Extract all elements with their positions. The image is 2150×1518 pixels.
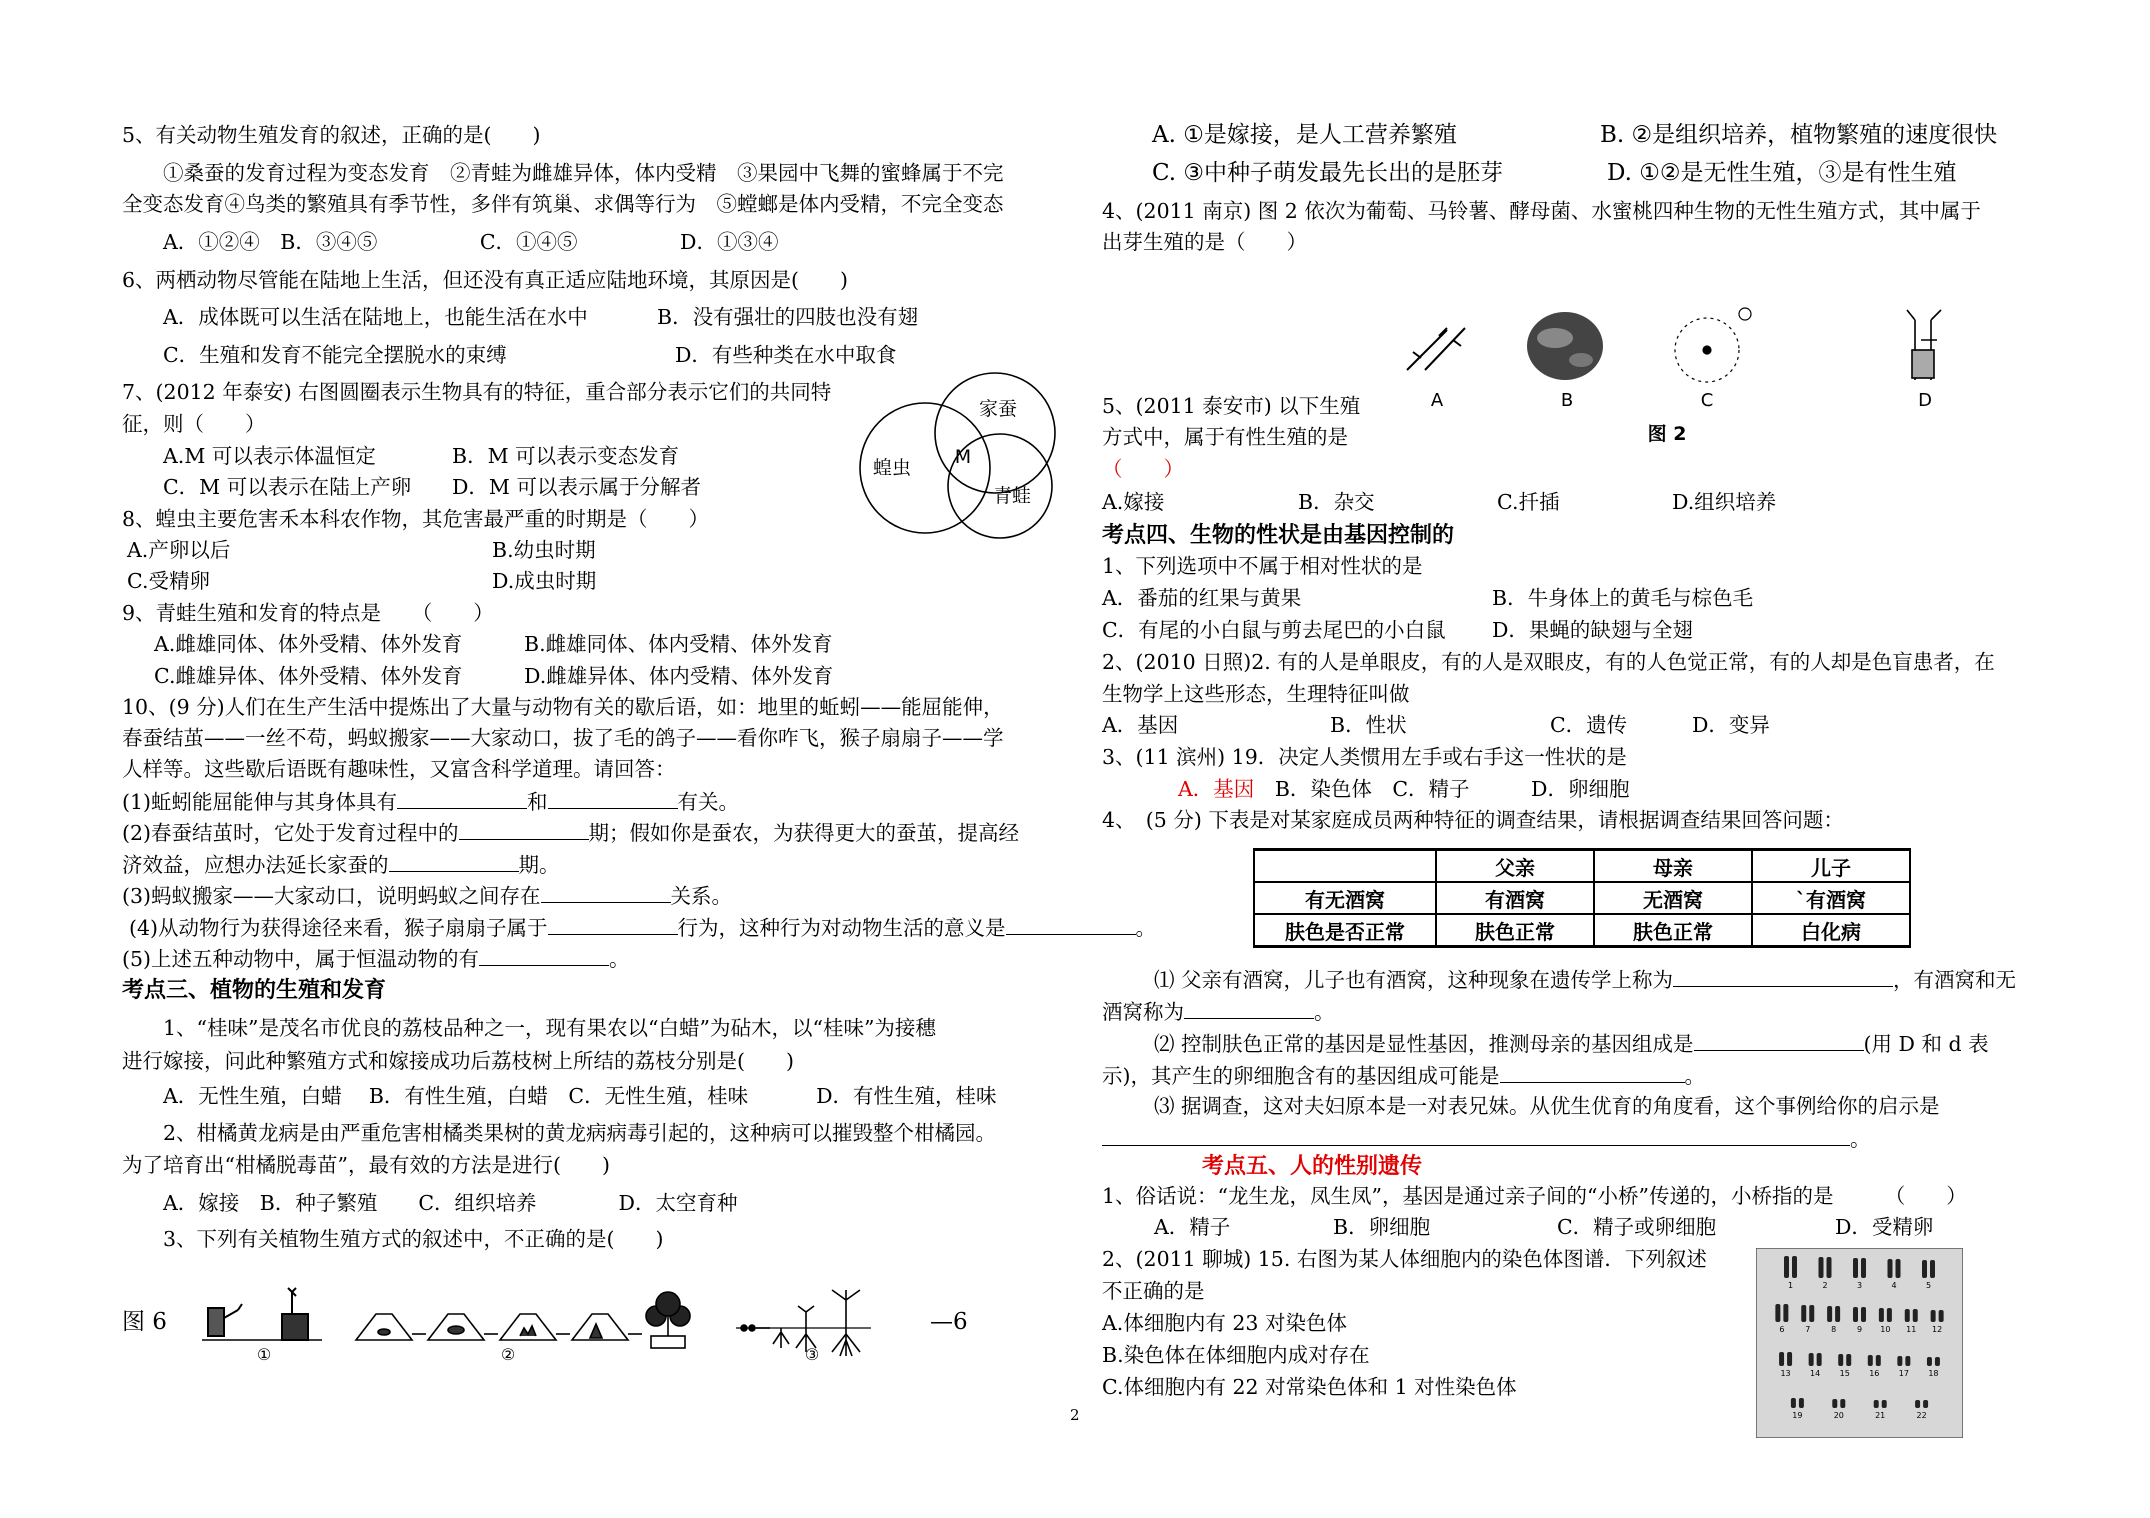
- q10-part-4-end: 。: [1135, 916, 1157, 940]
- table-cell: 有无酒窝: [1254, 882, 1436, 914]
- q8-option-b: B.幼虫时期: [492, 538, 596, 562]
- s4-q3-stem: 3、(11 滨州) 19．决定人类惯用左手或右手这一性状的是: [1102, 745, 1627, 769]
- s4-q4-answer-1b: [1102, 998, 1335, 1025]
- table-cell: 白化病: [1752, 914, 1910, 947]
- s5-q1-option-a: A．精子: [1154, 1215, 1231, 1239]
- s4-q1-option-c: C．有尾的小白鼠与剪去尾巴的小白鼠: [1102, 618, 1446, 642]
- q6-option-a: A．成体既可以生活在陆地上，也能生活在水中: [163, 305, 588, 329]
- s3-q3-stem: 3、下列有关植物生殖方式的叙述中，不正确的是( ): [163, 1227, 664, 1251]
- s4-q4-answer-1: [1154, 966, 2016, 993]
- s4-q1-stem: 1、下列选项中不属于相对性状的是: [1102, 554, 1423, 578]
- answer-blank[interactable]: [548, 788, 678, 809]
- s5-q1-option-c: C．精子或卵细胞: [1557, 1215, 1717, 1239]
- chromosome-number-label: 17: [1898, 1369, 1909, 1378]
- q5r-option-a: A.嫁接: [1102, 490, 1165, 514]
- q4-stem-1: 4、(2011 南京) 图 2 依次为葡萄、马铃薯、酵母菌、水蜜桃四种生物的无性生殖方式，其中属于: [1102, 199, 1981, 223]
- s3-q3-option-b: B. ②是组织培养，植物繁殖的速度很快: [1600, 122, 1998, 148]
- s4-q3-other-options: B．染色体 C．精子 D．卵细胞: [1274, 777, 1630, 801]
- s4-q4-answer-2: [1154, 1030, 1989, 1057]
- yeast-budding-illustration: [1675, 308, 1751, 382]
- figure-2-label-d: D: [1918, 390, 1932, 411]
- answer-blank[interactable]: [548, 914, 678, 935]
- q10-part-3-text: (3)蚂蚁搬家——大家动口，说明蚂蚁之间存在: [122, 884, 541, 908]
- table-cell: 肤色正常: [1436, 914, 1594, 947]
- chromosome-number-label: 5: [1925, 1281, 1932, 1290]
- grafting-illustration: [202, 1288, 322, 1340]
- s5-q2-option-c: C.体细胞内有 22 对常染色体和 1 对性染色体: [1102, 1375, 1517, 1399]
- q8-stem: 8、蝗虫主要危害禾本科农作物，其危害最严重的时期是（ ）: [122, 507, 710, 531]
- chromosome-number-label: 3: [1856, 1281, 1863, 1290]
- section-3-heading: 考点三、植物的生殖和发育: [122, 977, 387, 1003]
- s3-q1-line-2: 进行嫁接，问此种繁殖方式和嫁接成功后荔枝树上所结的荔枝分别是( ): [122, 1049, 794, 1073]
- q10-line-2: 春蚕结茧——一丝不苟，蚂蚁搬家——大家动口，拔了毛的鸽子——看你咋飞，猴子扇扇子——学: [122, 726, 1004, 750]
- table-header-row: [1254, 850, 1910, 883]
- s3-q2-line-1: 2、柑橘黄龙病是由严重危害柑橘类果树的黄龙病病毒引起的，这种病可以摧毁整个柑橘园。: [163, 1121, 997, 1145]
- q10-part-5: [122, 945, 630, 972]
- s4-q2-stem-2: 生物学上这些形态，生理特征叫做: [1102, 682, 1410, 706]
- q10-part-1-end: 有关。: [677, 790, 740, 814]
- q5-stem: 5、有关动物生殖发育的叙述，正确的是( ): [122, 123, 541, 147]
- q10-part-1-text: (1)蚯蚓能屈能伸与其身体具有: [122, 790, 398, 814]
- answer-blank[interactable]: [1694, 1030, 1864, 1051]
- s4-q4-answer-1-text: ⑴ 父亲有酒窝，儿子也有酒窝，这种现象在遗传学上称为: [1154, 968, 1674, 992]
- q5-statement-2: 全变态发育④鸟类的繁殖具有季节性，多伴有筑巢、求偶等行为 ⑤螳螂是体内受精，不完全变态: [122, 192, 1004, 216]
- q7-option-d: D．M 可以表示属于分解者: [452, 475, 701, 499]
- potato-illustration: [1527, 312, 1603, 380]
- s4-q3-options: [1178, 776, 1630, 802]
- table-header-cell: [1254, 850, 1436, 883]
- q10-part-5-end: 。: [609, 947, 630, 971]
- answer-blank[interactable]: [459, 819, 589, 840]
- s4-q1-option-d: D．果蝇的缺翅与全翅: [1492, 618, 1693, 642]
- s4-q4-answer-2-mid: (用 D 和 d 表: [1863, 1032, 1989, 1056]
- q10-part-1: [122, 788, 739, 815]
- venn-circle-silkworm: [935, 373, 1055, 493]
- chromosome-number-label: 7: [1805, 1325, 1811, 1334]
- q5-options: A．①②④ B．③④⑤ C．①④⑤ D．①③④: [163, 230, 779, 254]
- s4-q4-answer-2-text-b: 示)，其产生的卵细胞含有的基因组成可能是: [1102, 1064, 1500, 1088]
- q5r-stem-2: 方式中，属于有性生殖的是: [1102, 425, 1348, 449]
- q10-line-3: 人样等。这些歇后语既有趣味性，又富含科学道理。请回答：: [122, 757, 676, 781]
- q9-option-a: A.雌雄同体、体外受精、体外发育: [154, 632, 463, 656]
- venn-label-silkworm: 家蚕: [978, 398, 1018, 420]
- s4-q4-answer-2-text: ⑵ 控制肤色正常的基因是显性基因，推测母亲的基因组成是: [1154, 1032, 1694, 1056]
- q9-stem: 9、青蛙生殖和发育的特点是 （ ）: [122, 601, 494, 625]
- q10-part-4-text: (4)从动物行为获得途径来看，猴子扇扇子属于: [129, 916, 548, 940]
- s4-q2-option-a: A．基因: [1102, 713, 1179, 737]
- s3-q3-option-d: D. ①②是无性生殖，③是有性生殖: [1607, 160, 1957, 186]
- q6-option-c: C．生殖和发育不能完全摆脱水的束缚: [163, 343, 507, 367]
- q10-part-2-text-b: 济效益，应想办法延长家蚕的: [122, 853, 389, 877]
- chromosome-number-label: 10: [1880, 1325, 1891, 1334]
- answer-blank[interactable]: [1102, 1125, 1850, 1146]
- figure-2-label-a: A: [1430, 390, 1444, 411]
- figure-2-asexual: [1395, 300, 1985, 450]
- chromosome-number-label: 18: [1928, 1369, 1939, 1378]
- chromosome-number-label: 4: [1891, 1281, 1897, 1290]
- figure-6-num-3: ③: [804, 1345, 820, 1362]
- table-header-cell: 儿子: [1752, 850, 1910, 883]
- table-cell: 肤色正常: [1594, 914, 1752, 947]
- s4-q4-answer-1-end: 。: [1314, 1000, 1335, 1024]
- s5-q2-stem-2: 不正确的是: [1102, 1279, 1205, 1303]
- q9-option-c: C.雌雄异体、体外受精、体外发育: [154, 664, 463, 688]
- q10-part-5-text: (5)上述五种动物中，属于恒温动物的有: [122, 947, 480, 971]
- chromosome-number-label: 14: [1810, 1369, 1821, 1378]
- answer-blank[interactable]: [541, 882, 671, 903]
- figure-6-num-1: ①: [256, 1345, 272, 1362]
- chromosome-number-label: 11: [1906, 1325, 1917, 1334]
- q9-option-d: D.雌雄异体、体内受精、体外发育: [524, 664, 834, 688]
- s5-q1-stem: 1、俗话说：“龙生龙，凤生凤”，基因是通过亲子间的“小桥”传递的，小桥指的是 （ ）: [1102, 1184, 1967, 1208]
- q5-statement-1: ①桑蚕的发育过程为变态发育 ②青蛙为雌雄异体，体内受精 ③果园中飞舞的蜜蜂属于不完: [163, 161, 1004, 185]
- figure-2-caption: 图 2: [1647, 423, 1687, 445]
- s4-q4-answer-3-end: 。: [1850, 1127, 1871, 1151]
- table-cell: 有酒窝: [1436, 882, 1594, 914]
- q7-stem-2: 征，则（ ）: [122, 412, 266, 436]
- q5r-stem-1: 5、(2011 泰安市) 以下生殖: [1102, 394, 1361, 418]
- venn-label-locust: 蝗虫: [872, 457, 912, 479]
- chromosome-number-label: 9: [1856, 1325, 1863, 1334]
- s4-q4-answer-3: ⑶ 据调查，这对夫妇原本是一对表兄妹。从优生优育的角度看，这个事例给你的启示是: [1154, 1094, 1940, 1118]
- table-cell: 肤色是否正常: [1254, 914, 1436, 947]
- chromosome-number-label: 2: [1822, 1281, 1828, 1290]
- s4-q4-answer-2b: [1102, 1062, 1705, 1089]
- chromosome-number-label: 16: [1869, 1369, 1880, 1378]
- venn-diagram: [850, 368, 1070, 540]
- q7-option-b: B．M 可以表示变态发育: [452, 444, 680, 468]
- s3-q2-line-2: 为了培育出“柑橘脱毒苗”，最有效的方法是进行( ): [122, 1153, 610, 1177]
- s4-q1-option-b: B．牛身体上的黄毛与棕色毛: [1492, 586, 1754, 610]
- venn-label-m: M: [954, 446, 972, 468]
- q5r-option-d: D.组织培养: [1672, 490, 1777, 514]
- q10-part-4: [129, 914, 1156, 941]
- q9-option-b: B.雌雄同体、体内受精、体外发育: [524, 632, 833, 656]
- s4-q2-option-c: C．遗传: [1550, 713, 1628, 737]
- seed-germination-illustration: [736, 1290, 871, 1356]
- q6-option-b: B．没有强壮的四肢也没有翅: [657, 305, 919, 329]
- s5-q1-option-d: D．受精卵: [1835, 1215, 1934, 1239]
- figure-2-label-b: B: [1560, 390, 1574, 411]
- q10-part-4-mid: 行为，这种行为对动物生活的意义是: [677, 916, 1006, 940]
- section-5-heading: 考点五、人的性别遗传: [1202, 1153, 1423, 1179]
- peach-grafting-illustration: [1907, 310, 1941, 380]
- venn-label-frog: 青蛙: [992, 485, 1032, 507]
- q10-part-1-and: 和: [527, 790, 548, 814]
- s4-q4-answer-3-line: [1102, 1125, 1871, 1152]
- s4-q2-option-b: B．性状: [1330, 713, 1407, 737]
- q10-part-3: [122, 882, 732, 909]
- q7-option-a: A.M 可以表示体温恒定: [163, 444, 376, 468]
- s5-q2-option-a: A.体细胞内有 23 对染色体: [1102, 1311, 1347, 1335]
- s4-q2-option-d: D．变异: [1692, 713, 1770, 737]
- s4-q2-stem-1: 2、(2010 日照)2. 有的人是单眼皮，有的人是双眼皮，有的人色觉正常，有的人却是色盲患者，在: [1102, 650, 1995, 674]
- q5r-option-b: B．杂交: [1298, 490, 1375, 514]
- chromosome-number-label: 1: [1787, 1281, 1794, 1290]
- answer-blank[interactable]: [479, 945, 609, 966]
- q8-option-a: A.产卵以后: [127, 538, 231, 562]
- table-header-cell: 父亲: [1436, 850, 1594, 883]
- table-cell: 无酒窝: [1594, 882, 1752, 914]
- q8-option-d: D.成虫时期: [492, 569, 597, 593]
- page-number: 2: [1070, 1406, 1080, 1424]
- table-cell: `有酒窝: [1752, 882, 1910, 914]
- q6-stem: 6、两栖动物尽管能在陆地上生活，但还没有真正适应陆地环境，其原因是( ): [122, 268, 849, 292]
- q6-option-d: D．有些种类在水中取食: [675, 343, 897, 367]
- figure-6-suffix: —6: [930, 1309, 968, 1335]
- figure-2-label-c: C: [1700, 390, 1714, 411]
- chromosome-number-label: 19: [1792, 1411, 1803, 1420]
- karyotype-figure: [1756, 1248, 1963, 1438]
- s4-q4-answer-1-text-b: 酒窝称为: [1102, 1000, 1184, 1024]
- q10-part-2b: [122, 851, 560, 878]
- q7-stem-1: 7、(2012 年泰安) 右图圆圈表示生物具有的特征，重合部分表示它们的共同特: [122, 380, 832, 404]
- q10-part-2: [122, 819, 1019, 846]
- q10-part-2-end: 期。: [518, 853, 560, 877]
- chromosome-number-label: 21: [1875, 1411, 1886, 1420]
- chromosome-number-label: 22: [1916, 1411, 1927, 1420]
- table-row: [1254, 914, 1910, 947]
- q8-option-c: C.受精卵: [127, 569, 210, 593]
- answer-blank[interactable]: [397, 788, 527, 809]
- s5-q2-stem-1: 2、(2011 聊城) 15. 右图为某人体细胞内的染色体图谱．下列叙述: [1102, 1247, 1707, 1271]
- chromosome-number-label: 12: [1932, 1325, 1943, 1334]
- chromosome-number-label: 8: [1831, 1325, 1837, 1334]
- answer-blank[interactable]: [1184, 998, 1314, 1019]
- s3-q1-line-1: 1、“桂味”是茂名市优良的荔枝品种之一，现有果农以“白蜡”为砧木，以“桂味”为接穗: [163, 1016, 936, 1040]
- figure-6-num-2: ②: [500, 1345, 516, 1362]
- figure-6-propagation: [196, 1270, 916, 1362]
- s3-q3-option-a: A. ①是嫁接，是人工营养繁殖: [1152, 122, 1457, 148]
- s4-q4-stem: 4、 (5 分) 下表是对某家庭成员两种特征的调查结果，请根据调查结果回答问题：: [1102, 808, 1844, 832]
- s4-q3-option-a: A．基因: [1178, 777, 1255, 801]
- chromosome-number-label: 20: [1833, 1411, 1844, 1420]
- s3-q3-option-c: C. ③中种子萌发最先长出的是胚芽: [1152, 160, 1504, 186]
- s3-q1-options: A．无性生殖，白蜡 B．有性生殖，白蜡 C．无性生殖，桂味 D．有性生殖，桂味: [163, 1084, 997, 1108]
- table-row: [1254, 882, 1910, 914]
- q10-part-2-mid: 期；假如你是蚕农，为获得更大的蚕茧，提高经: [588, 821, 1020, 845]
- section-4-heading: 考点四、生物的性状是由基因控制的: [1102, 522, 1455, 548]
- s5-q2-option-b: B.染色体在体细胞内成对存在: [1102, 1343, 1370, 1367]
- q10-line-1: 10、(9 分)人们在生产生活中提炼出了大量与动物有关的歇后语，如：地里的蚯蚓——能屈能伸，: [122, 695, 1004, 719]
- answer-blank[interactable]: [1500, 1062, 1685, 1083]
- q4-stem-2: 出芽生殖的是（ ）: [1102, 230, 1307, 254]
- chromosome-number-label: 13: [1780, 1369, 1791, 1378]
- answer-blank[interactable]: [1006, 914, 1136, 935]
- s4-q4-answer-2-end: 。: [1684, 1064, 1705, 1088]
- s3-q2-options: A．嫁接 B．种子繁殖 C．组织培养 D．太空育种: [163, 1191, 738, 1215]
- s4-q4-answer-1-mid: ，有酒窝和无: [1893, 968, 2017, 992]
- s5-q1-option-b: B．卵细胞: [1333, 1215, 1431, 1239]
- answer-blank[interactable]: [1673, 966, 1893, 987]
- family-survey-table: [1253, 848, 1911, 948]
- q5r-option-c: C.扦插: [1497, 490, 1560, 514]
- answer-blank[interactable]: [389, 851, 519, 872]
- chromosome-number-label: 6: [1779, 1325, 1785, 1334]
- q7-option-c: C．M 可以表示在陆上产卵: [163, 475, 412, 499]
- q5r-stem-3: （ ）: [1102, 457, 1184, 481]
- grape-cutting-illustration: [1407, 328, 1465, 370]
- figure-6-label: 图 6: [122, 1309, 167, 1335]
- tissue-culture-illustration: [356, 1292, 690, 1348]
- table-header-cell: 母亲: [1594, 850, 1752, 883]
- q10-part-3-end: 关系。: [670, 884, 733, 908]
- q10-part-2-text: (2)春蚕结茧时，它处于发育过程中的: [122, 821, 459, 845]
- s4-q1-option-a: A．番茄的红果与黄果: [1102, 586, 1302, 610]
- chromosome-number-label: 15: [1839, 1369, 1850, 1378]
